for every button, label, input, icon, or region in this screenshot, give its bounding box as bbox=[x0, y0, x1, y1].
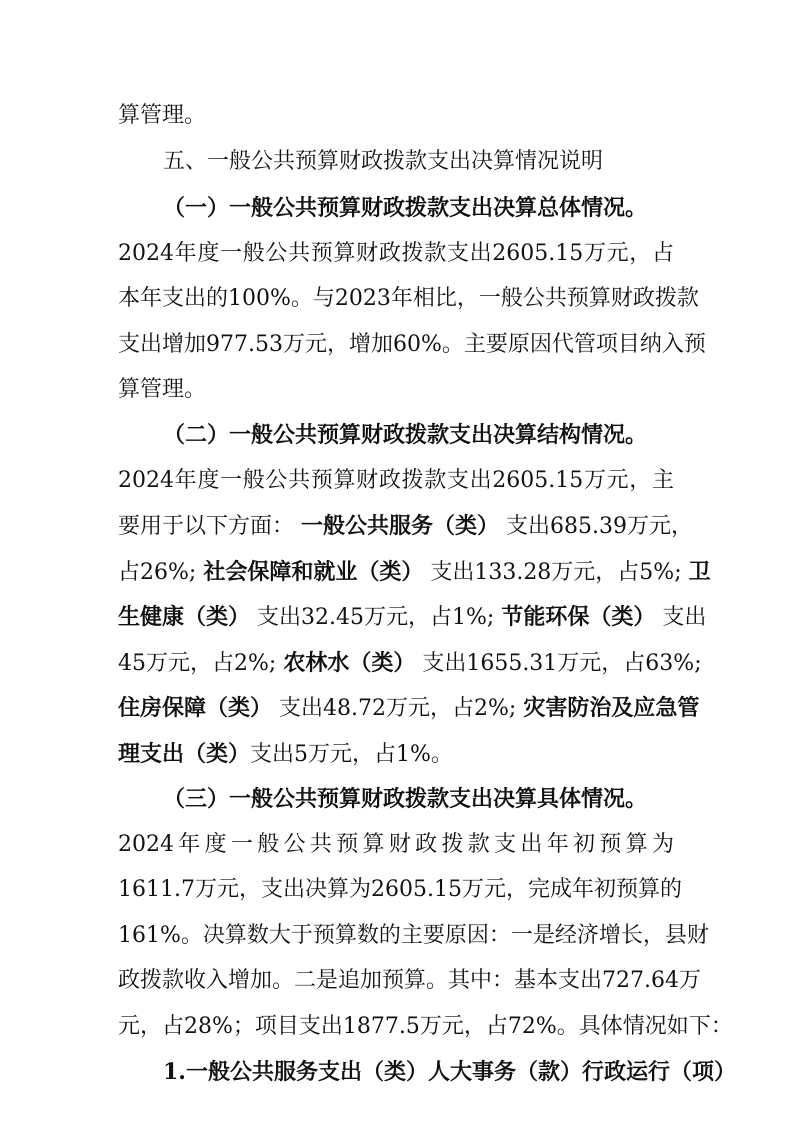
category-name: 社会保障和就业（类） bbox=[203, 559, 424, 585]
text-run: 支出1655.31万元，占63%; bbox=[422, 651, 702, 676]
text-run: 要用于以下方面： bbox=[118, 514, 295, 539]
text-run: 支出5万元，占1%。 bbox=[250, 742, 453, 767]
text-run: 占26%; bbox=[118, 560, 197, 585]
paragraph-line: 算管理。 bbox=[118, 377, 207, 402]
text-run: 45万元，占2%; bbox=[118, 651, 277, 676]
text-run: 支出133.28万元，占5%; bbox=[430, 560, 682, 585]
paragraph-line: 政拨款收入增加。二是追加预算。其中：基本支出727.64万 bbox=[118, 968, 701, 993]
paragraph-line: 支出增加977.53万元，增加60%。主要原因代管项目纳入预 bbox=[118, 332, 706, 357]
paragraph-line: 2024年度一般公共预算财政拨款支出年初预算为 bbox=[118, 832, 674, 857]
text-run: 支出48.72万元，占2%; bbox=[279, 696, 517, 721]
category-name: 生健康（类） bbox=[118, 604, 251, 630]
category-name: 节能环保（类） bbox=[501, 604, 656, 630]
paragraph-line bbox=[118, 648, 702, 678]
subsection-heading: （二）一般公共预算财政拨款支出决算结构情况。 bbox=[163, 422, 648, 448]
paragraph-line: 161%。决算数大于预算数的主要原因：一是经济增长，县财 bbox=[118, 923, 709, 948]
paragraph-line: 2024年度一般公共预算财政拨款支出2605.15万元，主 bbox=[118, 468, 674, 493]
subsection-heading: （一）一般公共预算财政拨款支出决算总体情况。 bbox=[163, 195, 648, 221]
paragraph-line bbox=[118, 602, 707, 632]
category-name: 灾害防治及应急管 bbox=[523, 695, 700, 721]
text-run: 支出32.45万元，占1%; bbox=[257, 605, 495, 630]
category-name: 一般公共服务（类） bbox=[301, 513, 500, 539]
section-heading: 五、一般公共预算财政拨款支出决算情况说明 bbox=[163, 149, 604, 174]
paragraph-line: 本年支出的100%。与2023年相比，一般公共预算财政拨款 bbox=[118, 286, 699, 311]
paragraph-line bbox=[118, 511, 694, 541]
paragraph-line bbox=[118, 693, 700, 723]
subsection-heading: （三）一般公共预算财政拨款支出决算具体情况。 bbox=[163, 786, 648, 812]
paragraph-line: 1611.7万元，支出决算为2605.15万元，完成年初预算的 bbox=[118, 877, 682, 902]
category-name: 理支出（类） bbox=[118, 741, 251, 767]
text-run: 支出685.39万元， bbox=[506, 514, 694, 539]
paragraph-line bbox=[118, 557, 711, 587]
paragraph-line: 2024年度一般公共预算财政拨款支出2605.15万元，占 bbox=[118, 241, 674, 266]
category-name: 住房保障（类） bbox=[118, 695, 273, 721]
text-run: 支出 bbox=[662, 605, 707, 630]
paragraph-line: 算管理。 bbox=[118, 103, 207, 128]
paragraph-line bbox=[118, 739, 453, 769]
paragraph-line: 元，占28%；项目支出1877.5万元，占72%。具体情况如下： bbox=[118, 1014, 733, 1039]
category-name: 农林水（类） bbox=[283, 650, 416, 676]
item-heading: 1.一般公共服务支出（类）人大事务（款）行政运行（项） bbox=[163, 1059, 736, 1085]
category-name: 卫 bbox=[688, 559, 711, 585]
